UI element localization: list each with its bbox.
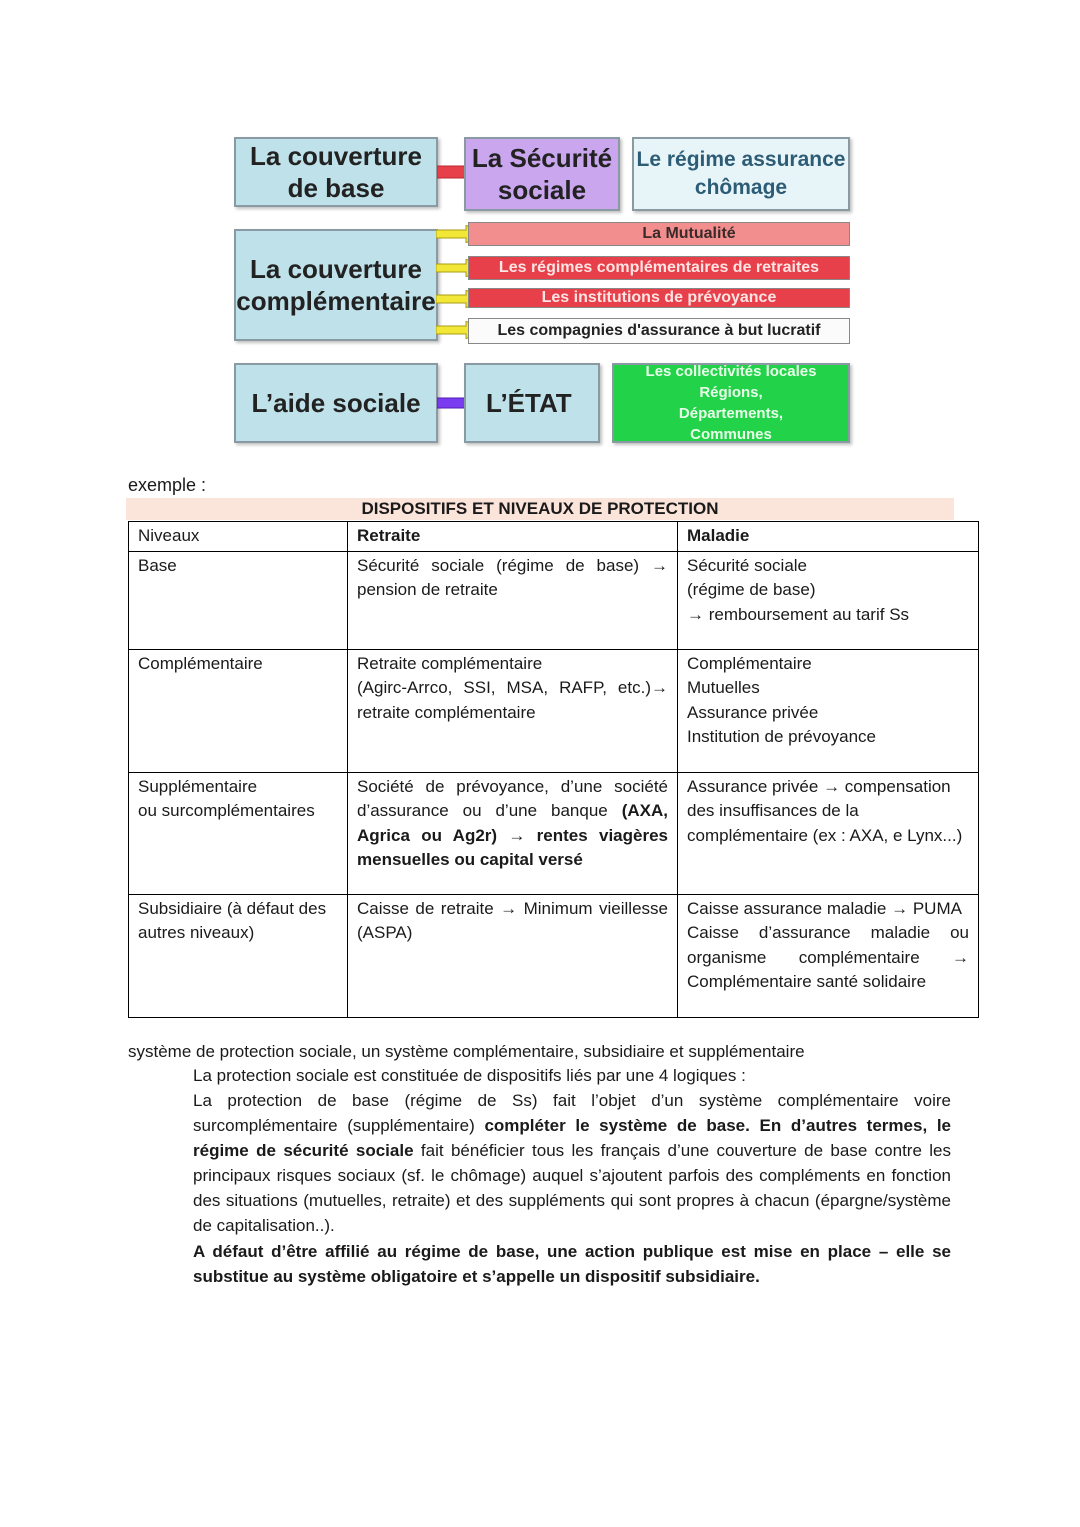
collectivites-line-4: Communes [690,426,772,443]
table-row [129,894,979,1017]
intro-line: La protection sociale est constituée de dispositifs liés par une 4 logiques : [193,1066,746,1085]
compagnies-assurance-label: Les compagnies d'assurance à but lucratif [497,322,821,339]
paragraph-text: fait bénéficier tous les français d’une couverture de base contre les principaux risques sociaux (sf. le chômage) auquel s’ajoutent parfois des compléments en fonction des situations (mutuelles, retraite) et des suppléments qui sont propres à chacun (épargne/système de capitalisation..). [193,1141,952,1235]
collectivites-line-2: Régions, [699,384,763,401]
table-header-row [129,522,979,552]
header-maladie: Maladie [678,522,979,552]
etat-label: L’ÉTAT [486,388,572,418]
protection-table [128,521,979,1018]
retraite-supplementaire-text: Société de prévoyance, d’une société d’assurance ou d’une banque [357,776,668,820]
header-retraite: Retraite [348,522,678,552]
table-title: DISPOSITIFS ET NIVEAUX DE PROTECTION [361,499,719,518]
cell-retraite-complementaire [348,649,678,772]
maladie-complementaire-line: Assurance privée [687,702,819,722]
securite-sociale-label: La Sécurité sociale [471,143,613,205]
aide-sociale-label: L’aide sociale [251,388,421,418]
maladie-base-line: Sécurité sociale [687,555,808,575]
institutions-prevoyance-bar [468,288,850,308]
cell-retraite-supplementaire [348,772,678,894]
cell-niveau-complementaire: Complémentaire [129,649,348,772]
retraite-complementaire-line: (Agirc-Arrco, SSI, MSA, RAFP, etc.)→ retraite complémentaire [357,678,668,722]
institutions-prevoyance-label: Les institutions de prévoyance [541,289,777,306]
regimes-retraites-bar [468,256,850,280]
cell-retraite-subsidiaire: Caisse de retraite → Minimum vieillesse (ASPA) [348,894,678,1017]
regimes-retraites-label: Les régimes complémentaires de retraites [498,259,820,276]
maladie-complementaire-line: Complémentaire [687,653,812,673]
securite-sociale-box [464,137,620,211]
niveau-supplementaire-line: Supplémentaire [138,776,258,796]
couverture-complementaire-label: La couverture complémentaire [236,254,436,316]
collectivites-box [612,363,850,443]
maladie-subsidiaire-line: Caisse d’assurance maladie ou organisme complémentaire → Complémentaire santé solidaire [687,923,969,991]
maladie-complementaire-line: Mutuelles [687,678,760,697]
cell-maladie-complementaire [678,649,979,772]
header-niveaux: Niveaux [129,522,348,552]
cell-maladie-supplementaire: Assurance privée → compensation des insuffisances de la complémentaire (ex : AXA, e Lynx...) [678,772,979,894]
aide-sociale-box [234,363,438,443]
body-paragraph [193,1088,951,1238]
etat-box [464,363,600,443]
maladie-subsidiaire-line: Caisse assurance maladie → PUMA [687,898,962,918]
table-row [129,772,979,894]
maladie-complementaire-line: Institution de prévoyance [687,727,877,746]
retraite-supplementaire-bold: (AXA, Agrica ou Ag2r) → rentes viagères mensuelles ou capital versé [357,801,668,869]
subsidiaire-paragraph: A défaut d’être affilié au régime de base, une action publique est mise en place – elle se substitue au système obligatoire et s’appelle un dispositif subsidiaire. [193,1242,951,1286]
maladie-base-line: → remboursement au tarif Ss [687,604,910,624]
cell-niveau-supplementaire [129,772,348,894]
retraite-complementaire-line: Retraite complémentaire [357,653,543,673]
table-row [129,649,979,772]
paragraph-text: La protection de base (régime de Ss) fait l’objet d’un système complémentaire voire surcomplémentaire (supplémentaire) [193,1091,951,1135]
table-title-band [126,498,954,520]
section-heading: système de protection sociale, un système complémentaire, subsidiaire et supplémentaire [128,1042,805,1061]
maladie-base-line: (régime de base) [687,580,816,599]
mutualite-bar [468,222,850,246]
collectivites-line-1: Les collectivités locales [645,363,817,380]
couverture-base-label: La couverture de base [250,141,422,203]
chomage-label: Le régime assurance chômage [636,148,846,199]
table-row [129,551,979,649]
cell-niveau-subsidiaire: Subsidiaire (à défaut des autres niveaux) [129,894,348,1017]
cell-maladie-subsidiaire [678,894,979,1017]
cell-retraite-base: Sécurité sociale (régime de base) → pension de retraite [348,551,678,649]
cell-niveau-base: Base [129,551,348,649]
paragraph-bold: compléter le système de base. En d’autres termes, le régime de sécurité sociale [193,1116,951,1160]
cell-maladie-base [678,551,979,649]
chomage-box [632,137,850,211]
collectivites-line-3: Départements, [678,405,784,422]
compagnies-assurance-bar [468,318,850,344]
couverture-complementaire-box [234,229,438,341]
couverture-base-box [234,137,438,207]
exemple-label: exemple : [128,475,207,495]
niveau-supplementaire-line: ou surcomplémentaires [138,801,315,820]
mutualite-label: La Mutualité [642,225,736,242]
